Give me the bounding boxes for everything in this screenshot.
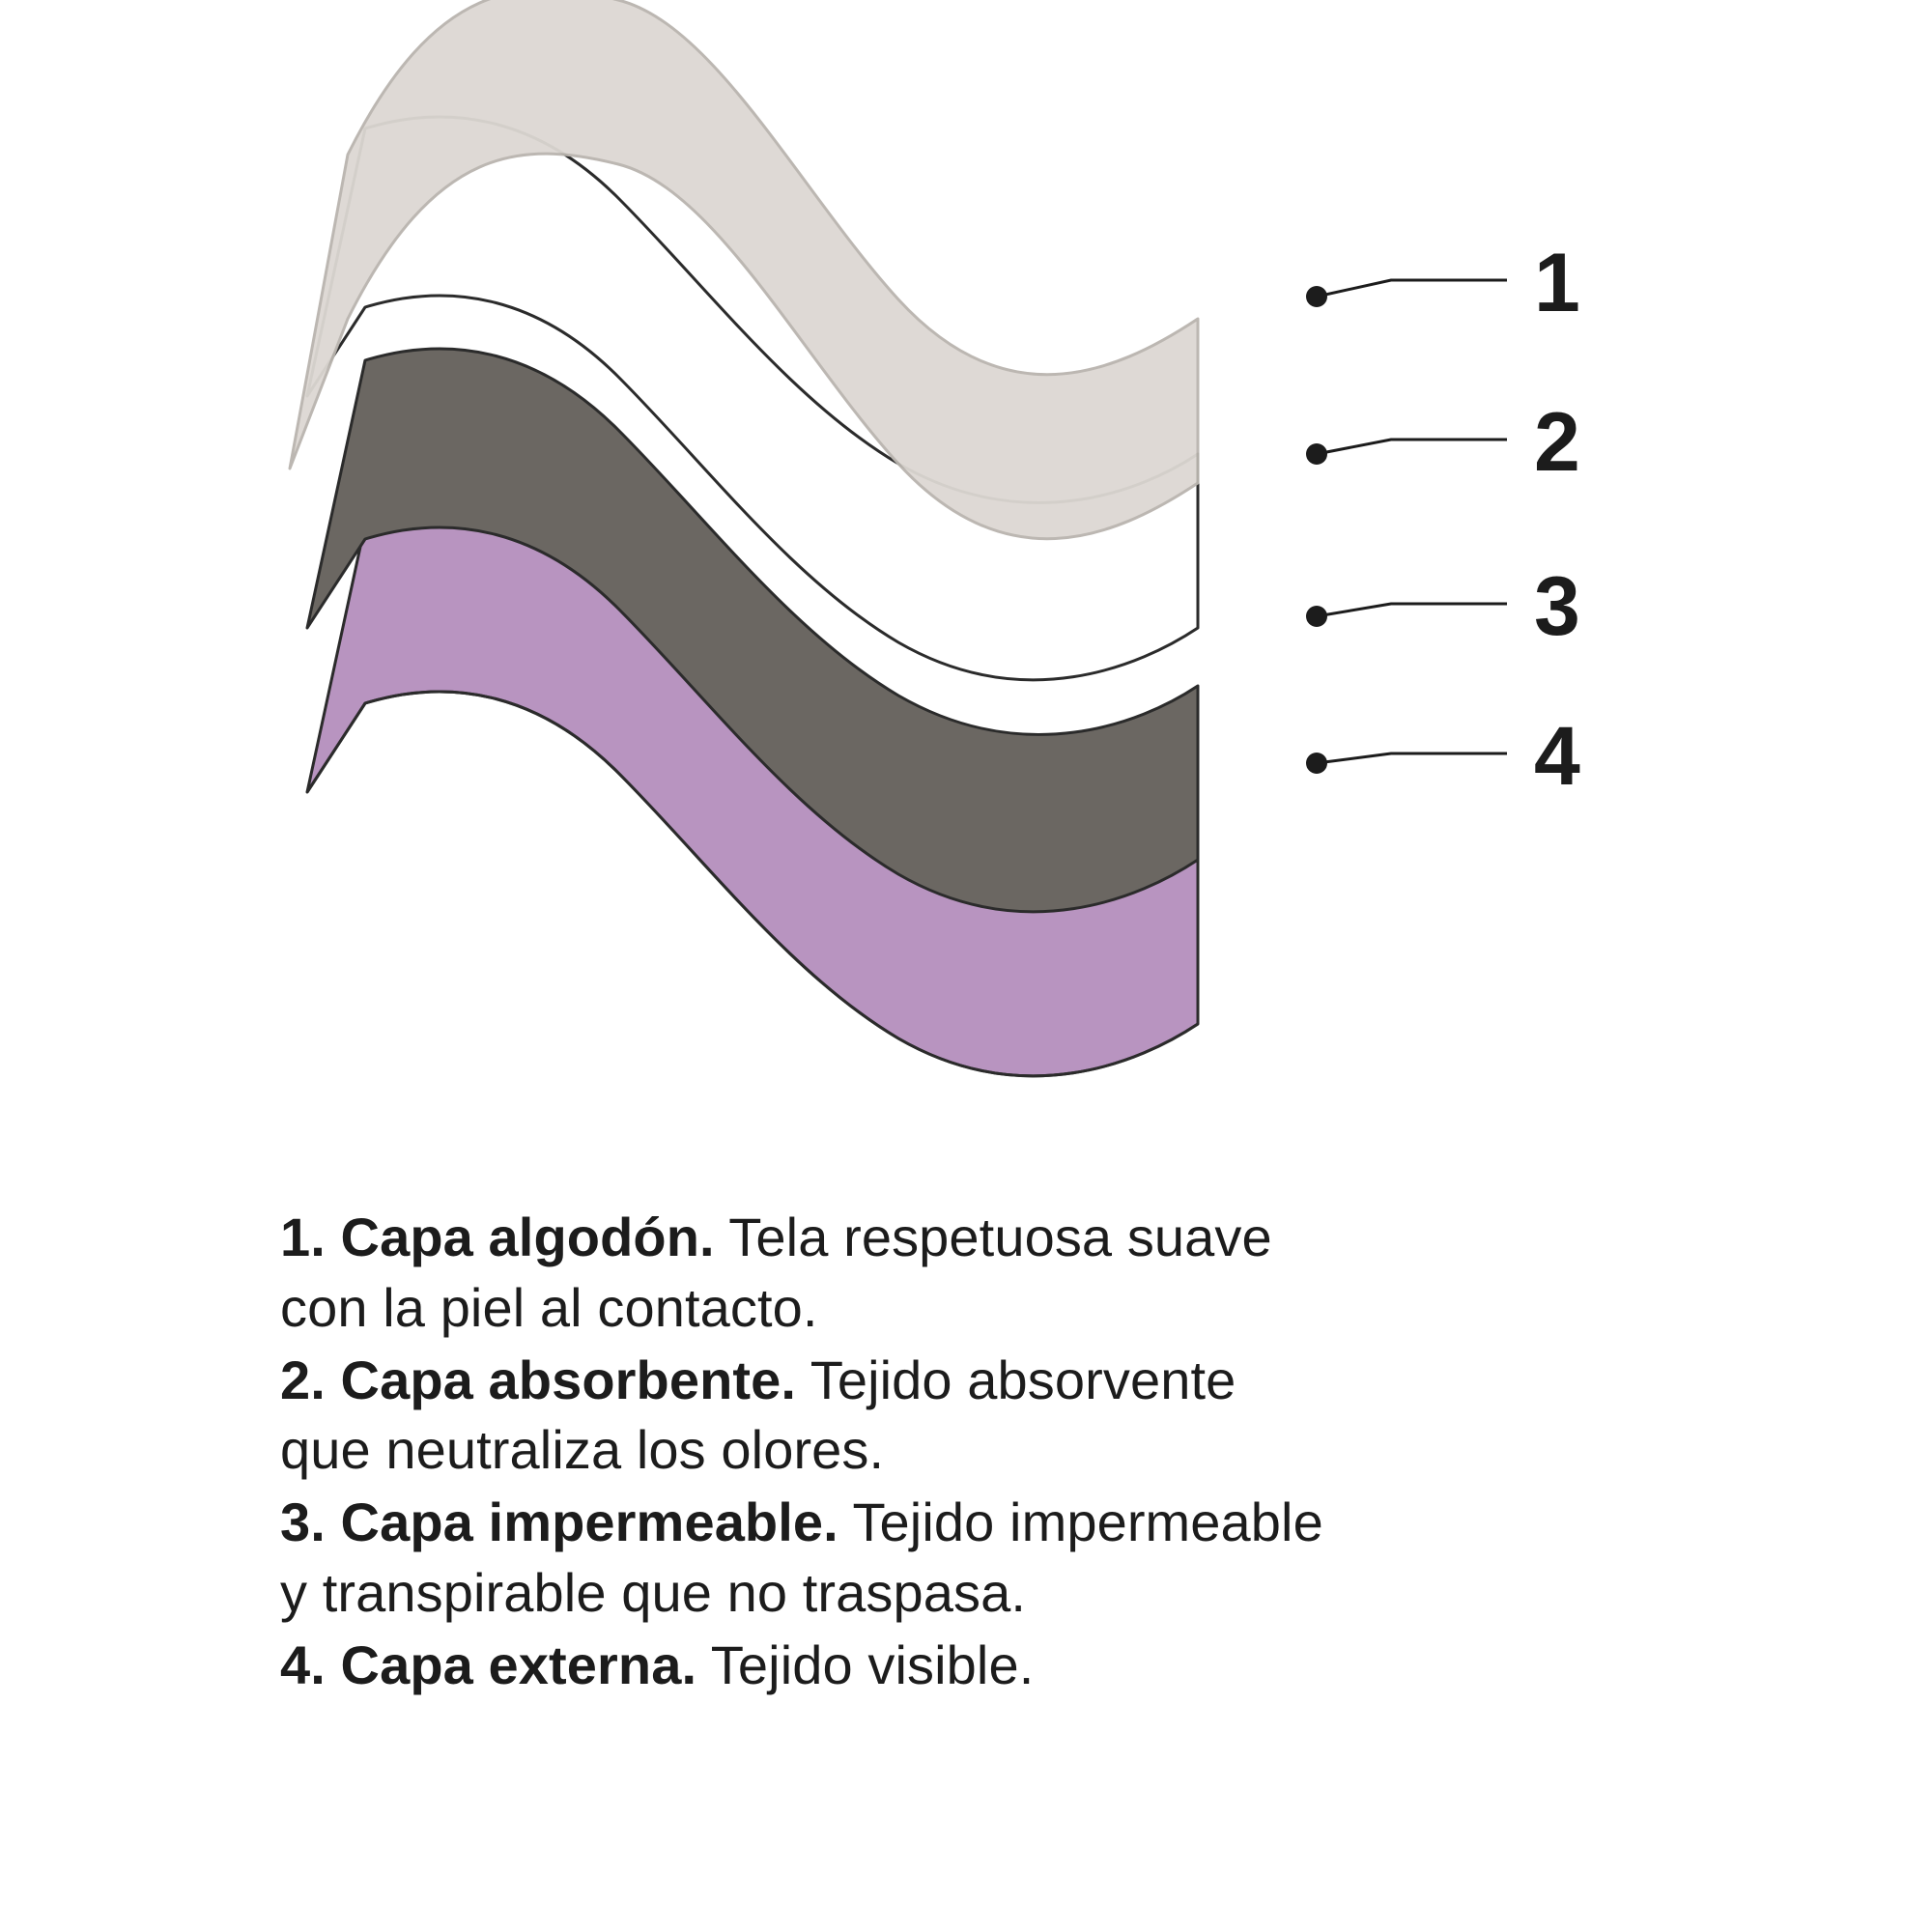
legend-lead-1: 1. Capa algodón. — [280, 1207, 715, 1267]
legend-text-3-cont: y transpirable que no traspasa. — [280, 1561, 1027, 1623]
callout-number-2: 2 — [1534, 396, 1580, 489]
legend-text-1-cont: con la piel al contacto. — [280, 1276, 818, 1338]
callout-number-4: 4 — [1534, 710, 1580, 803]
callout-4 — [1306, 710, 1580, 803]
callout-2 — [1306, 396, 1580, 489]
legend-item-3 — [280, 1488, 1652, 1629]
legend-lead-2: 2. Capa absorbente. — [280, 1349, 797, 1410]
legend-item-1 — [280, 1203, 1652, 1344]
callout-number-3: 3 — [1534, 560, 1580, 653]
legend-text-4: Tejido visible. — [696, 1634, 1035, 1695]
legend-text-2: Tejido absorvente — [796, 1349, 1236, 1410]
legend-lead-4: 4. Capa externa. — [280, 1634, 697, 1695]
legend-text-2-cont: que neutraliza los olores. — [280, 1419, 885, 1481]
legend-item-4 — [280, 1631, 1652, 1701]
legend-text-1: Tela respetuosa suave — [714, 1207, 1272, 1267]
legend-text-3: Tejido impermeable — [838, 1492, 1323, 1553]
legend-item-2 — [280, 1346, 1652, 1487]
legend — [0, 1203, 1932, 1703]
callout-3 — [1306, 560, 1580, 653]
legend-lead-3: 3. Capa impermeable. — [280, 1492, 838, 1553]
callout-number-1: 1 — [1534, 237, 1580, 329]
callout-1 — [1306, 237, 1580, 329]
